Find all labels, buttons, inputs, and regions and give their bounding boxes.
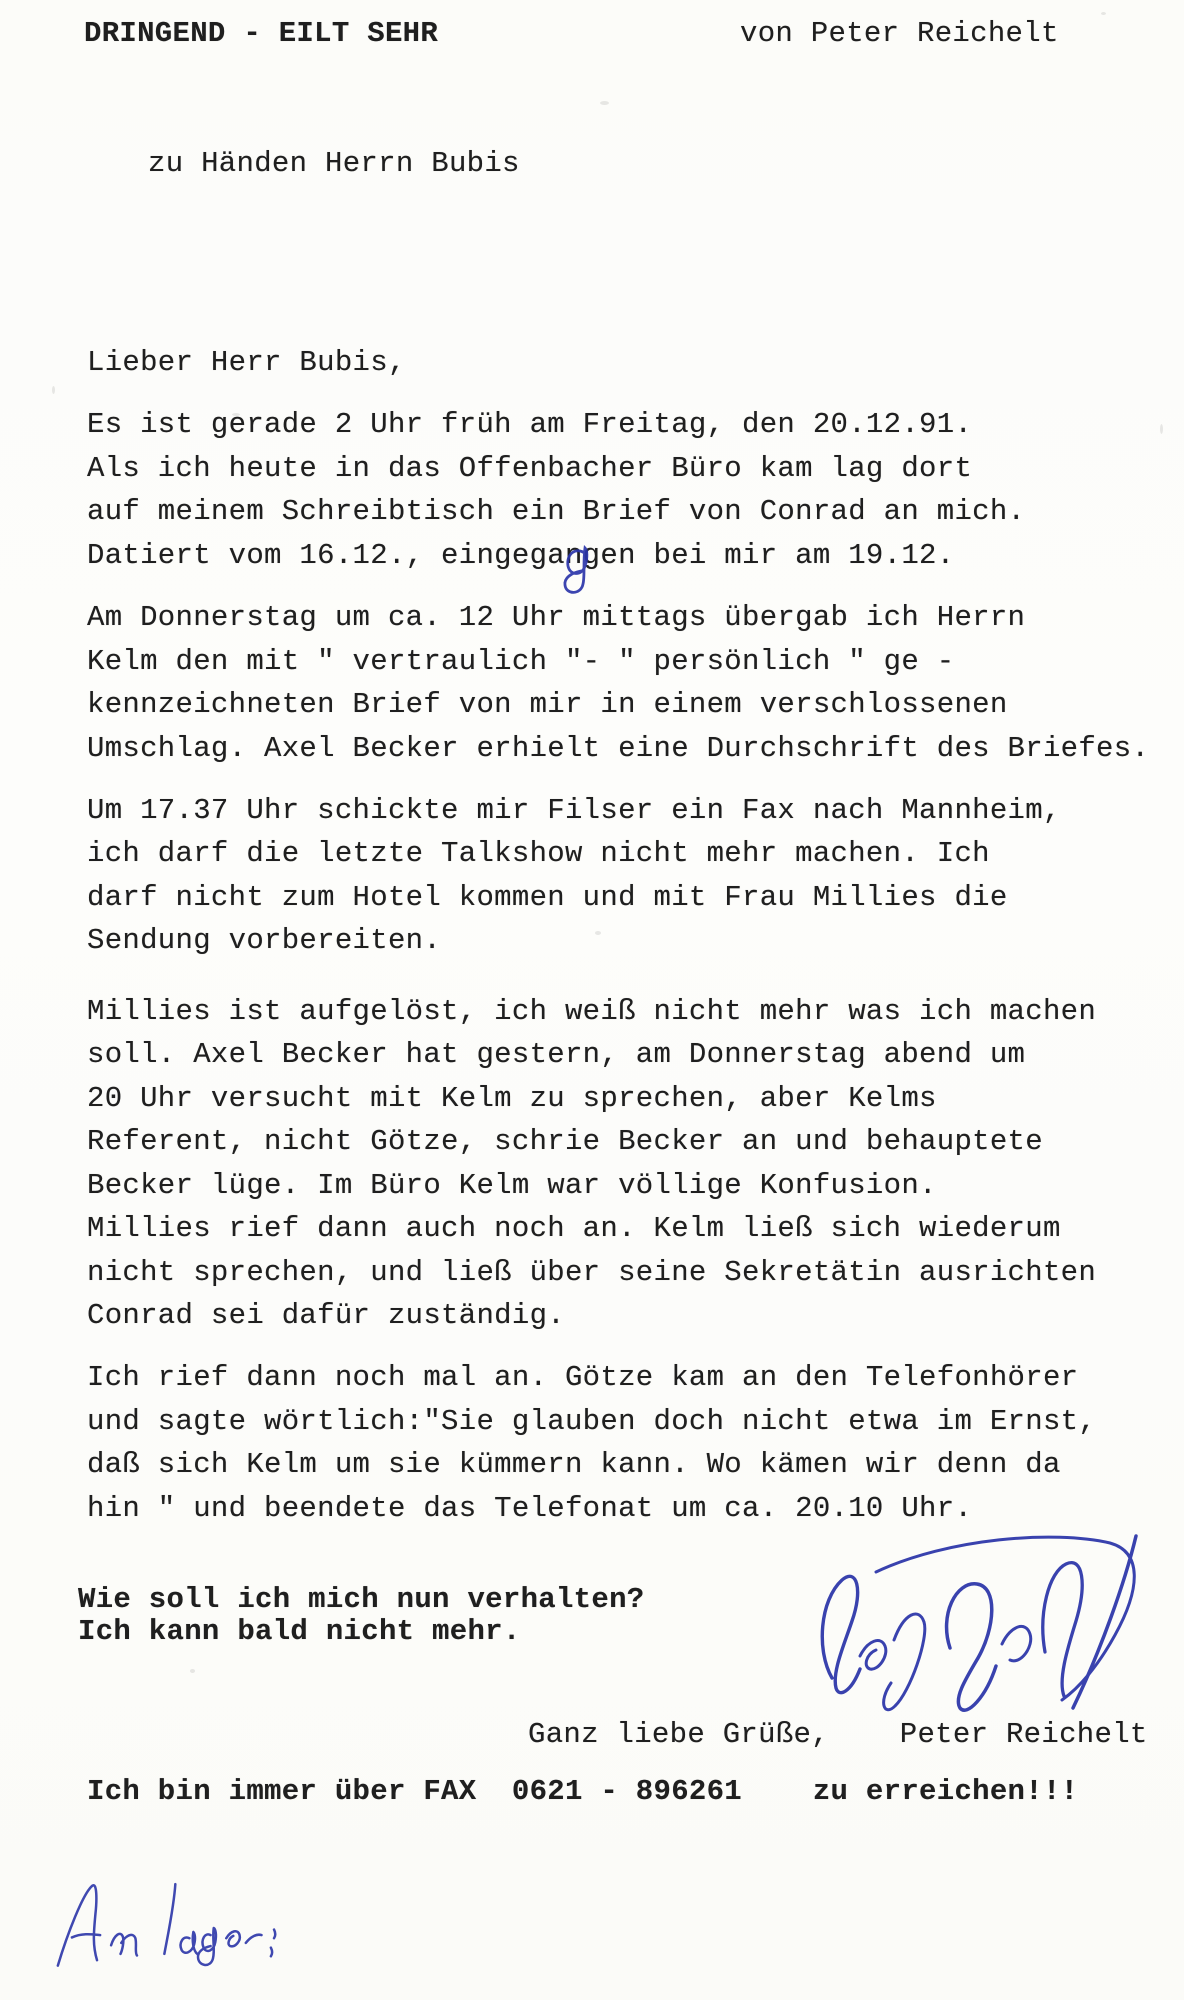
closing-question: Wie soll ich mich nun verhalten? <box>78 1583 645 1616</box>
scan-speck <box>595 931 601 935</box>
closing-question: Ich kann bald nicht mehr. <box>78 1615 521 1648</box>
salutation: Lieber Herr Bubis, <box>87 346 406 379</box>
letter-line: daß sich Kelm um sie kümmern kann. Wo kämen wir denn da <box>87 1448 1061 1481</box>
scan-speck <box>1160 424 1163 434</box>
letter-line: Millies ist aufgelöst, ich weiß nicht mehr was ich machen <box>87 995 1097 1028</box>
letter-line: Millies rief dann auch noch an. Kelm ließ sich wiederum <box>87 1212 1061 1245</box>
scan-speck <box>190 1669 195 1673</box>
letter-line: Kelm den mit " vertraulich "- " persönlich " ge - <box>87 645 955 678</box>
letter-line: ich darf die letzte Talkshow nicht mehr machen. Ich <box>87 837 990 870</box>
letter-line: Referent, nicht Götze, schrie Becker an und behauptete <box>87 1125 1043 1158</box>
letter-line: auf meinem Schreibtisch ein Brief von Conrad an mich. <box>87 495 1026 528</box>
scan-speck <box>52 386 55 394</box>
signature-scribble <box>802 1528 1157 1726</box>
letter-line: Datiert vom 16.12., eingegangen bei mir am 19.12. <box>87 539 955 572</box>
letter-line: darf nicht zum Hotel kommen und mit Frau Millies die <box>87 881 1008 914</box>
letter-line: nicht sprechen, und ließ über seine Sekretätin ausrichten <box>87 1256 1097 1289</box>
attachment-note-handwritten <box>50 1870 285 1972</box>
letter-line: soll. Axel Becker hat gestern, am Donnerstag abend um <box>87 1038 1026 1071</box>
letter-line: Um 17.37 Uhr schickte mir Filser ein Fax nach Mannheim, <box>87 794 1061 827</box>
letter-line: Conrad sei dafür zuständig. <box>87 1299 565 1332</box>
scan-speck <box>600 101 609 105</box>
letter-line: Es ist gerade 2 Uhr früh am Freitag, den 20.12.91. <box>87 408 973 441</box>
header-urgency: DRINGEND - EILT SEHR <box>84 17 439 50</box>
letter-line: hin " und beendete das Telefonat um ca. 20.10 Uhr. <box>87 1492 973 1525</box>
letter-line: Sendung vorbereiten. <box>87 924 442 957</box>
letter-line: Umschlag. Axel Becker erhielt eine Durchschrift des Briefes. <box>87 732 1150 765</box>
fax-contact-line: Ich bin immer über FAX 0621 - 896261 zu erreichen!!! <box>87 1775 1079 1808</box>
letter-line: Am Donnerstag um ca. 12 Uhr mittags übergab ich Herrn <box>87 601 1026 634</box>
letter-line: Becker lüge. Im Büro Kelm war völlige Konfusion. <box>87 1169 937 1202</box>
letter-line: Ich rief dann noch mal an. Götze kam an den Telefonhörer <box>87 1361 1079 1394</box>
letter-line: kennzeichneten Brief von mir in einem verschlossenen <box>87 688 1008 721</box>
letter-line: 20 Uhr versucht mit Kelm zu sprechen, aber Kelms <box>87 1082 937 1115</box>
header-author: von Peter Reichelt <box>740 17 1059 50</box>
scan-speck <box>1101 12 1106 15</box>
recipient-line: zu Händen Herrn Bubis <box>148 147 520 180</box>
signoff-line: Ganz liebe Grüße, Peter Reichelt <box>528 1718 1148 1751</box>
handwritten-correction-g <box>558 534 602 600</box>
letter-line: und sagte wörtlich:"Sie glauben doch nicht etwa im Ernst, <box>87 1405 1097 1438</box>
letter-line: Als ich heute in das Offenbacher Büro kam lag dort <box>87 452 973 485</box>
